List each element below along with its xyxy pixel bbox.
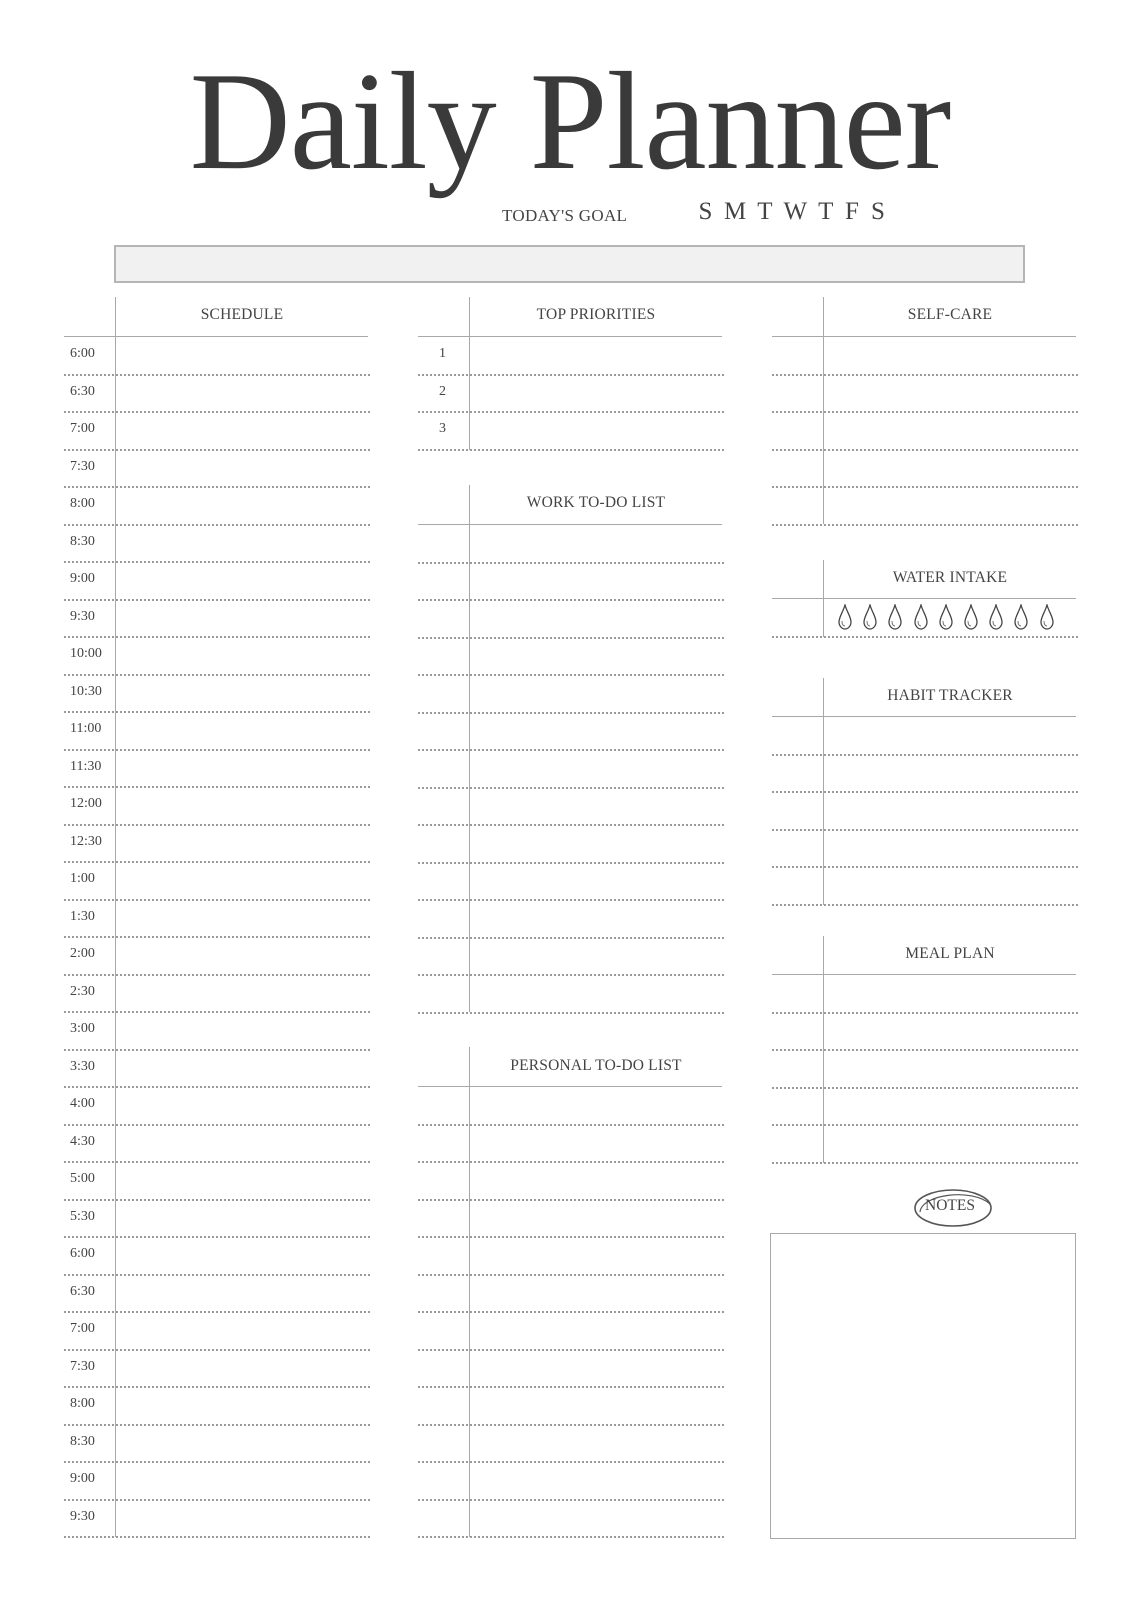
meal-plan-entry-row[interactable] — [826, 1126, 1076, 1160]
personal-todo-entry-row[interactable] — [472, 1463, 722, 1497]
schedule-entry-row[interactable] — [118, 1351, 368, 1385]
notes-area[interactable] — [770, 1233, 1076, 1539]
priority-number: 1 — [439, 346, 446, 361]
top-priorities-heading: TOP PRIORITIES — [536, 306, 656, 323]
schedule-time-label: 9:00 — [70, 1471, 95, 1486]
schedule-entry-row[interactable] — [118, 451, 368, 485]
water-drop-icon[interactable] — [914, 604, 928, 630]
self-care-entry-row[interactable] — [826, 451, 1076, 485]
schedule-time-label: 4:00 — [70, 1096, 95, 1111]
schedule-time-label: 7:00 — [70, 1321, 95, 1336]
schedule-time-label: 5:00 — [70, 1171, 95, 1186]
water-drop-icon[interactable] — [1014, 604, 1028, 630]
personal-todo-header-rule — [418, 1086, 722, 1087]
weekday-monday[interactable]: M — [724, 198, 747, 225]
schedule-entry-row[interactable] — [118, 526, 368, 560]
schedule-time-label: 6:00 — [70, 1246, 95, 1261]
schedule-time-label: 9:30 — [70, 1508, 95, 1524]
schedule-time-label: 4:30 — [70, 1133, 95, 1149]
meal-plan-entry-row[interactable] — [826, 1089, 1076, 1123]
priority-entry-row[interactable] — [472, 413, 722, 447]
habit-tracker-entry-row[interactable] — [826, 831, 1076, 865]
habit-tracker-header-rule — [772, 716, 1076, 717]
schedule-time-label: 8:30 — [70, 533, 95, 549]
schedule-entry-row[interactable] — [118, 826, 368, 860]
schedule-time-label: 11:00 — [70, 721, 102, 736]
schedule-entry-row[interactable] — [118, 1501, 368, 1535]
self-care-heading: SELF-CARE — [907, 306, 993, 323]
priority-number: 3 — [439, 421, 446, 436]
schedule-time-label: 9:30 — [70, 608, 95, 624]
schedule-entry-row[interactable] — [118, 938, 368, 972]
schedule-entry-row[interactable] — [118, 1163, 368, 1197]
work-todo-entry-row[interactable] — [472, 939, 722, 973]
work-todo-entry-row[interactable] — [472, 639, 722, 673]
schedule-entry-row[interactable] — [118, 488, 368, 522]
schedule-time-label: 5:30 — [70, 1208, 95, 1224]
schedule-entry-row[interactable] — [118, 1313, 368, 1347]
personal-todo-entry-row[interactable] — [472, 1501, 722, 1535]
water-intake-divider — [823, 560, 824, 637]
work-todo-entry-row[interactable] — [472, 676, 722, 710]
personal-todo-entry-row[interactable] — [472, 1351, 722, 1385]
personal-todo-entry-row[interactable] — [472, 1201, 722, 1235]
meal-plan-heading: MEAL PLAN — [905, 945, 995, 962]
schedule-entry-row[interactable] — [118, 1463, 368, 1497]
todays-goal-label: TODAY'S GOAL — [502, 206, 628, 225]
schedule-time-label: 8:30 — [70, 1433, 95, 1449]
self-care-entry-row[interactable] — [826, 488, 1076, 522]
water-drop-icon[interactable] — [939, 604, 953, 630]
work-todo-row-line — [418, 1012, 724, 1014]
schedule-time-label: 1:30 — [70, 908, 95, 924]
habit-tracker-entry-row[interactable] — [826, 793, 1076, 827]
schedule-time-label: 2:30 — [70, 983, 95, 999]
water-drop-icon[interactable] — [888, 604, 902, 630]
schedule-entry-row[interactable] — [118, 976, 368, 1010]
meal-plan-entry-row[interactable] — [826, 1014, 1076, 1048]
habit-tracker-row-line — [772, 904, 1078, 906]
schedule-time-label: 7:30 — [70, 458, 95, 474]
water-drop-icon[interactable] — [863, 604, 877, 630]
schedule-entry-row[interactable] — [118, 788, 368, 822]
weekday-wednesday[interactable]: W — [783, 198, 808, 225]
schedule-entry-row[interactable] — [118, 676, 368, 710]
work-todo-entry-row[interactable] — [472, 901, 722, 935]
schedule-entry-row[interactable] — [118, 1201, 368, 1235]
work-todo-entry-row[interactable] — [472, 714, 722, 748]
schedule-entry-row[interactable] — [118, 1426, 368, 1460]
weekday-saturday[interactable]: S — [870, 198, 885, 225]
meal-plan-header-rule — [772, 974, 1076, 975]
work-todo-header-rule — [418, 524, 722, 525]
habit-tracker-entry-row[interactable] — [826, 718, 1076, 752]
water-drop-icon[interactable] — [989, 604, 1003, 630]
habit-tracker-entry-row[interactable] — [826, 868, 1076, 902]
schedule-entry-row[interactable] — [118, 1088, 368, 1122]
schedule-time-label: 12:30 — [70, 833, 102, 849]
water-drop-icon[interactable] — [1040, 604, 1054, 630]
schedule-time-label: 7:00 — [70, 421, 95, 436]
schedule-time-label: 8:00 — [70, 496, 95, 511]
water-intake-header-rule — [772, 598, 1076, 599]
schedule-entry-row[interactable] — [118, 563, 368, 597]
habit-tracker-heading: HABIT TRACKER — [887, 687, 1013, 704]
work-todo-entry-row[interactable] — [472, 976, 722, 1010]
meal-plan-entry-row[interactable] — [826, 1051, 1076, 1085]
personal-todo-row-line — [418, 1536, 724, 1538]
personal-todo-entry-row[interactable] — [472, 1313, 722, 1347]
schedule-time-label: 6:00 — [70, 346, 95, 361]
personal-todo-divider — [469, 1047, 470, 1537]
schedule-column-divider — [115, 297, 116, 1537]
schedule-row-line — [64, 1536, 370, 1538]
priority-row-line — [418, 449, 724, 451]
self-care-entry-row[interactable] — [826, 413, 1076, 447]
schedule-entry-row[interactable] — [118, 1388, 368, 1422]
schedule-entry-row[interactable] — [118, 713, 368, 747]
todays-goal-input[interactable] — [114, 245, 1025, 283]
meal-plan-row-line — [772, 1162, 1078, 1164]
schedule-entry-row[interactable] — [118, 1276, 368, 1310]
weekday-tuesday[interactable]: T — [757, 198, 773, 225]
schedule-time-label: 9:00 — [70, 571, 95, 586]
self-care-row-line — [772, 524, 1078, 526]
schedule-time-label: 3:00 — [70, 1021, 95, 1036]
water-intake-row-line — [772, 636, 1078, 638]
personal-todo-entry-row[interactable] — [472, 1426, 722, 1460]
schedule-heading: SCHEDULE — [200, 306, 284, 323]
work-todo-entry-row[interactable] — [472, 564, 722, 598]
schedule-time-label: 3:30 — [70, 1058, 95, 1074]
personal-todo-entry-row[interactable] — [472, 1163, 722, 1197]
top-priorities-header-rule — [418, 336, 722, 337]
work-todo-entry-row[interactable] — [472, 864, 722, 898]
water-drop-icon[interactable] — [838, 604, 852, 630]
water-drop-icon[interactable] — [964, 604, 978, 630]
schedule-entry-row[interactable] — [118, 1051, 368, 1085]
weekday-sunday[interactable]: S — [698, 198, 713, 225]
schedule-time-label: 8:00 — [70, 1396, 95, 1411]
self-care-entry-row[interactable] — [826, 338, 1076, 372]
work-todo-heading: WORK TO-DO LIST — [526, 494, 666, 511]
schedule-entry-row[interactable] — [118, 751, 368, 785]
schedule-time-label: 11:30 — [70, 758, 102, 774]
personal-todo-entry-row[interactable] — [472, 1276, 722, 1310]
schedule-entry-row[interactable] — [118, 1126, 368, 1160]
work-todo-entry-row[interactable] — [472, 826, 722, 860]
work-todo-entry-row[interactable] — [472, 526, 722, 560]
meal-plan-entry-row[interactable] — [826, 976, 1076, 1010]
schedule-entry-row[interactable] — [118, 376, 368, 410]
schedule-entry-row[interactable] — [118, 901, 368, 935]
self-care-header-rule — [772, 336, 1076, 337]
schedule-time-label: 10:30 — [70, 683, 102, 699]
priority-entry-row[interactable] — [472, 376, 722, 410]
schedule-entry-row[interactable] — [118, 1013, 368, 1047]
schedule-entry-row[interactable] — [118, 338, 368, 372]
notes-heading: NOTES — [925, 1197, 975, 1214]
personal-todo-entry-row[interactable] — [472, 1238, 722, 1272]
weekday-friday[interactable]: F — [844, 198, 859, 225]
schedule-entry-row[interactable] — [118, 413, 368, 447]
work-todo-entry-row[interactable] — [472, 601, 722, 635]
self-care-entry-row[interactable] — [826, 376, 1076, 410]
work-todo-entry-row[interactable] — [472, 789, 722, 823]
personal-todo-heading: PERSONAL TO-DO LIST — [510, 1057, 682, 1074]
water-intake-heading: WATER INTAKE — [892, 569, 1008, 586]
weekday-thursday[interactable]: T — [818, 198, 834, 225]
schedule-time-label: 12:00 — [70, 796, 102, 811]
schedule-time-label: 7:30 — [70, 1358, 95, 1374]
schedule-entry-row[interactable] — [118, 601, 368, 635]
schedule-time-label: 6:30 — [70, 1283, 95, 1299]
work-todo-entry-row[interactable] — [472, 751, 722, 785]
schedule-time-label: 10:00 — [70, 646, 102, 661]
schedule-header-rule — [64, 336, 368, 337]
schedule-entry-row[interactable] — [118, 1238, 368, 1272]
schedule-time-label: 1:00 — [70, 871, 95, 886]
schedule-entry-row[interactable] — [118, 638, 368, 672]
personal-todo-entry-row[interactable] — [472, 1388, 722, 1422]
schedule-time-label: 2:00 — [70, 946, 95, 961]
personal-todo-entry-row[interactable] — [472, 1126, 722, 1160]
habit-tracker-entry-row[interactable] — [826, 756, 1076, 790]
priority-entry-row[interactable] — [472, 338, 722, 372]
weekday-selector — [698, 198, 885, 226]
personal-todo-entry-row[interactable] — [472, 1088, 722, 1122]
schedule-time-label: 6:30 — [70, 383, 95, 399]
priority-number: 2 — [439, 383, 446, 399]
schedule-entry-row[interactable] — [118, 863, 368, 897]
page-title: Daily Planner — [189, 44, 951, 199]
